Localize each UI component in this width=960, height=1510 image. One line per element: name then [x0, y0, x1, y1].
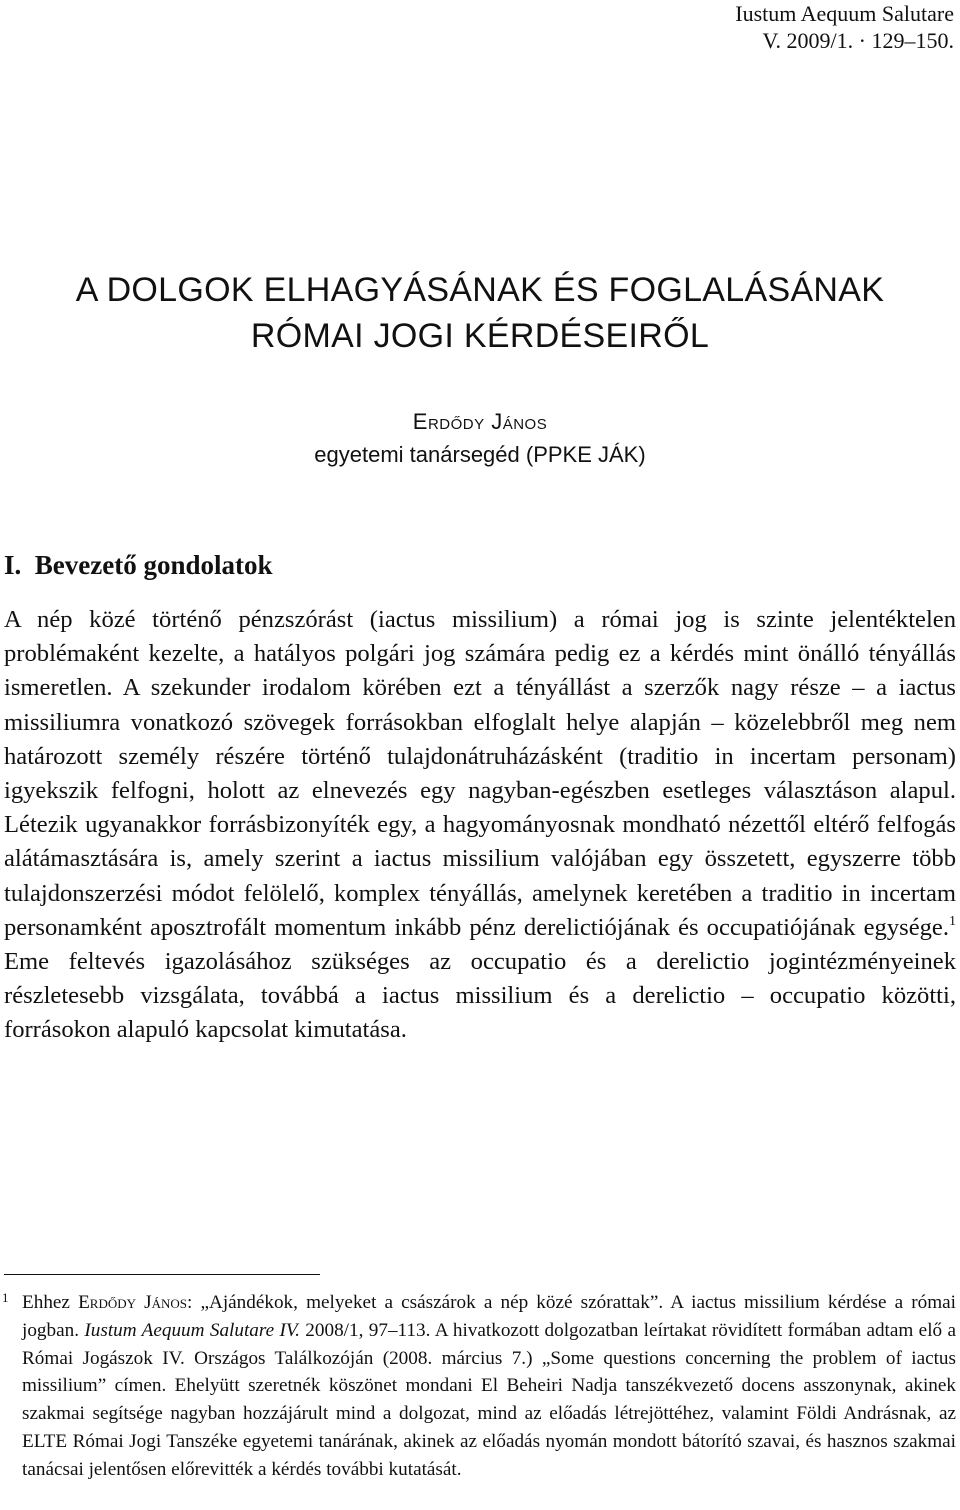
- title-line-1: A DOLGOK ELHAGYÁSÁNAK ÉS FOGLALÁSÁNAK: [75, 271, 885, 309]
- section-heading: I. Bevezető gondolatok: [4, 550, 273, 580]
- footnote-cited-author: Erdődy János: [78, 1292, 187, 1313]
- footnote: [0, 1289, 956, 1484]
- paragraph-text-part-1: A nép közé történő pénzszórást (iactus missilium) a római jog is szinte jelentéktelen problémaként kezelte, a hatályos polgári jog számára pedig ez a kérdés mint önálló tényállás ismeretlen. A szekunder irodalom körében ezt a tényállást a szerzők nagy része – a iactus missiliumra vonatkozó szövegek forrásokban elfoglalt helye alapján – közelebbről meg nem határozott személy részére történő tulajdonátruházásként (traditio in incertam personam) igyekszik felfogni, holott az elnevezés egy nagyban-egészben esetleges választáson alapul. Létezik ugyanakkor forrásbizonyíték egy, a hagyományosnak mondható nézettől eltérő felfogás alátámasztására is, amely szerint a iactus missilium valójában egy összetett, egyszerre több tulajdonszerzési módot felölelő, komplex tényállás, amelynek keretében a traditio in incertam personamként aposztrofált momentum inkább pénz derelictiójának és occupatiójának egysége.: [4, 606, 956, 941]
- footnote-cited-title: : „Ajándékok, melyeket a császárok a nép közé szórattak”. A iactus missilium kérdése a római jogban.: [22, 1292, 956, 1341]
- body-paragraph: [4, 603, 956, 1048]
- footnote-number: 1: [2, 1290, 9, 1305]
- author-name: Erdődy János: [412, 409, 548, 434]
- author-block: [0, 405, 960, 471]
- footnote-divider: [4, 1274, 320, 1275]
- article-title: [0, 267, 960, 359]
- footnote-reference[interactable]: 1: [949, 913, 956, 929]
- journal-header: [735, 0, 954, 54]
- footnote-lead: Ehhez: [22, 1292, 79, 1313]
- author-affiliation: egyetemi tanársegéd (PPKE JÁK): [314, 442, 646, 467]
- paragraph-text-part-2: Eme feltevés igazolásához szükséges az occupatio és a derelictio jogintézményeinek részletesebb vizsgálata, továbbá a iactus missilium és a derelictio – occupatio közötti, forrásokon alapuló kapcsolat kimutatása.: [4, 948, 956, 1044]
- footnote-rest: 2008/1, 97–113. A hivatkozott dolgozatban leírtakat rövidített formában adtam elő a Római Jogászok IV. Országos Találkozóján (2008. március 7.) „Some questions concerning the problem of iactus missilium” címen. Ehelyütt szeretnék köszönet mondani El Beheiri Nadja tanszékvezető docens asszonynak, akinek szakmai segítsége nagyban hozzájárult mind a dolgozat, mind az előadás létrejöttéhez, valamint Földi Andrásnak, az ELTE Római Jogi Tanszéke egyetemi tanárának, akinek az előadás nyomán mondott bátorító szavai, és hasznos szakmai tanácsai jelentősen előrevitték a kérdés további kutatását.: [22, 1319, 956, 1480]
- issue-pages: V. 2009/1. · 129–150.: [762, 28, 954, 53]
- journal-name: Iustum Aequum Salutare: [735, 1, 954, 26]
- footnote-journal: Iustum Aequum Salutare IV.: [84, 1319, 300, 1341]
- footnote-text: [0, 1289, 956, 1484]
- title-line-2: RÓMAI JOGI KÉRDÉSEIRŐL: [250, 317, 710, 355]
